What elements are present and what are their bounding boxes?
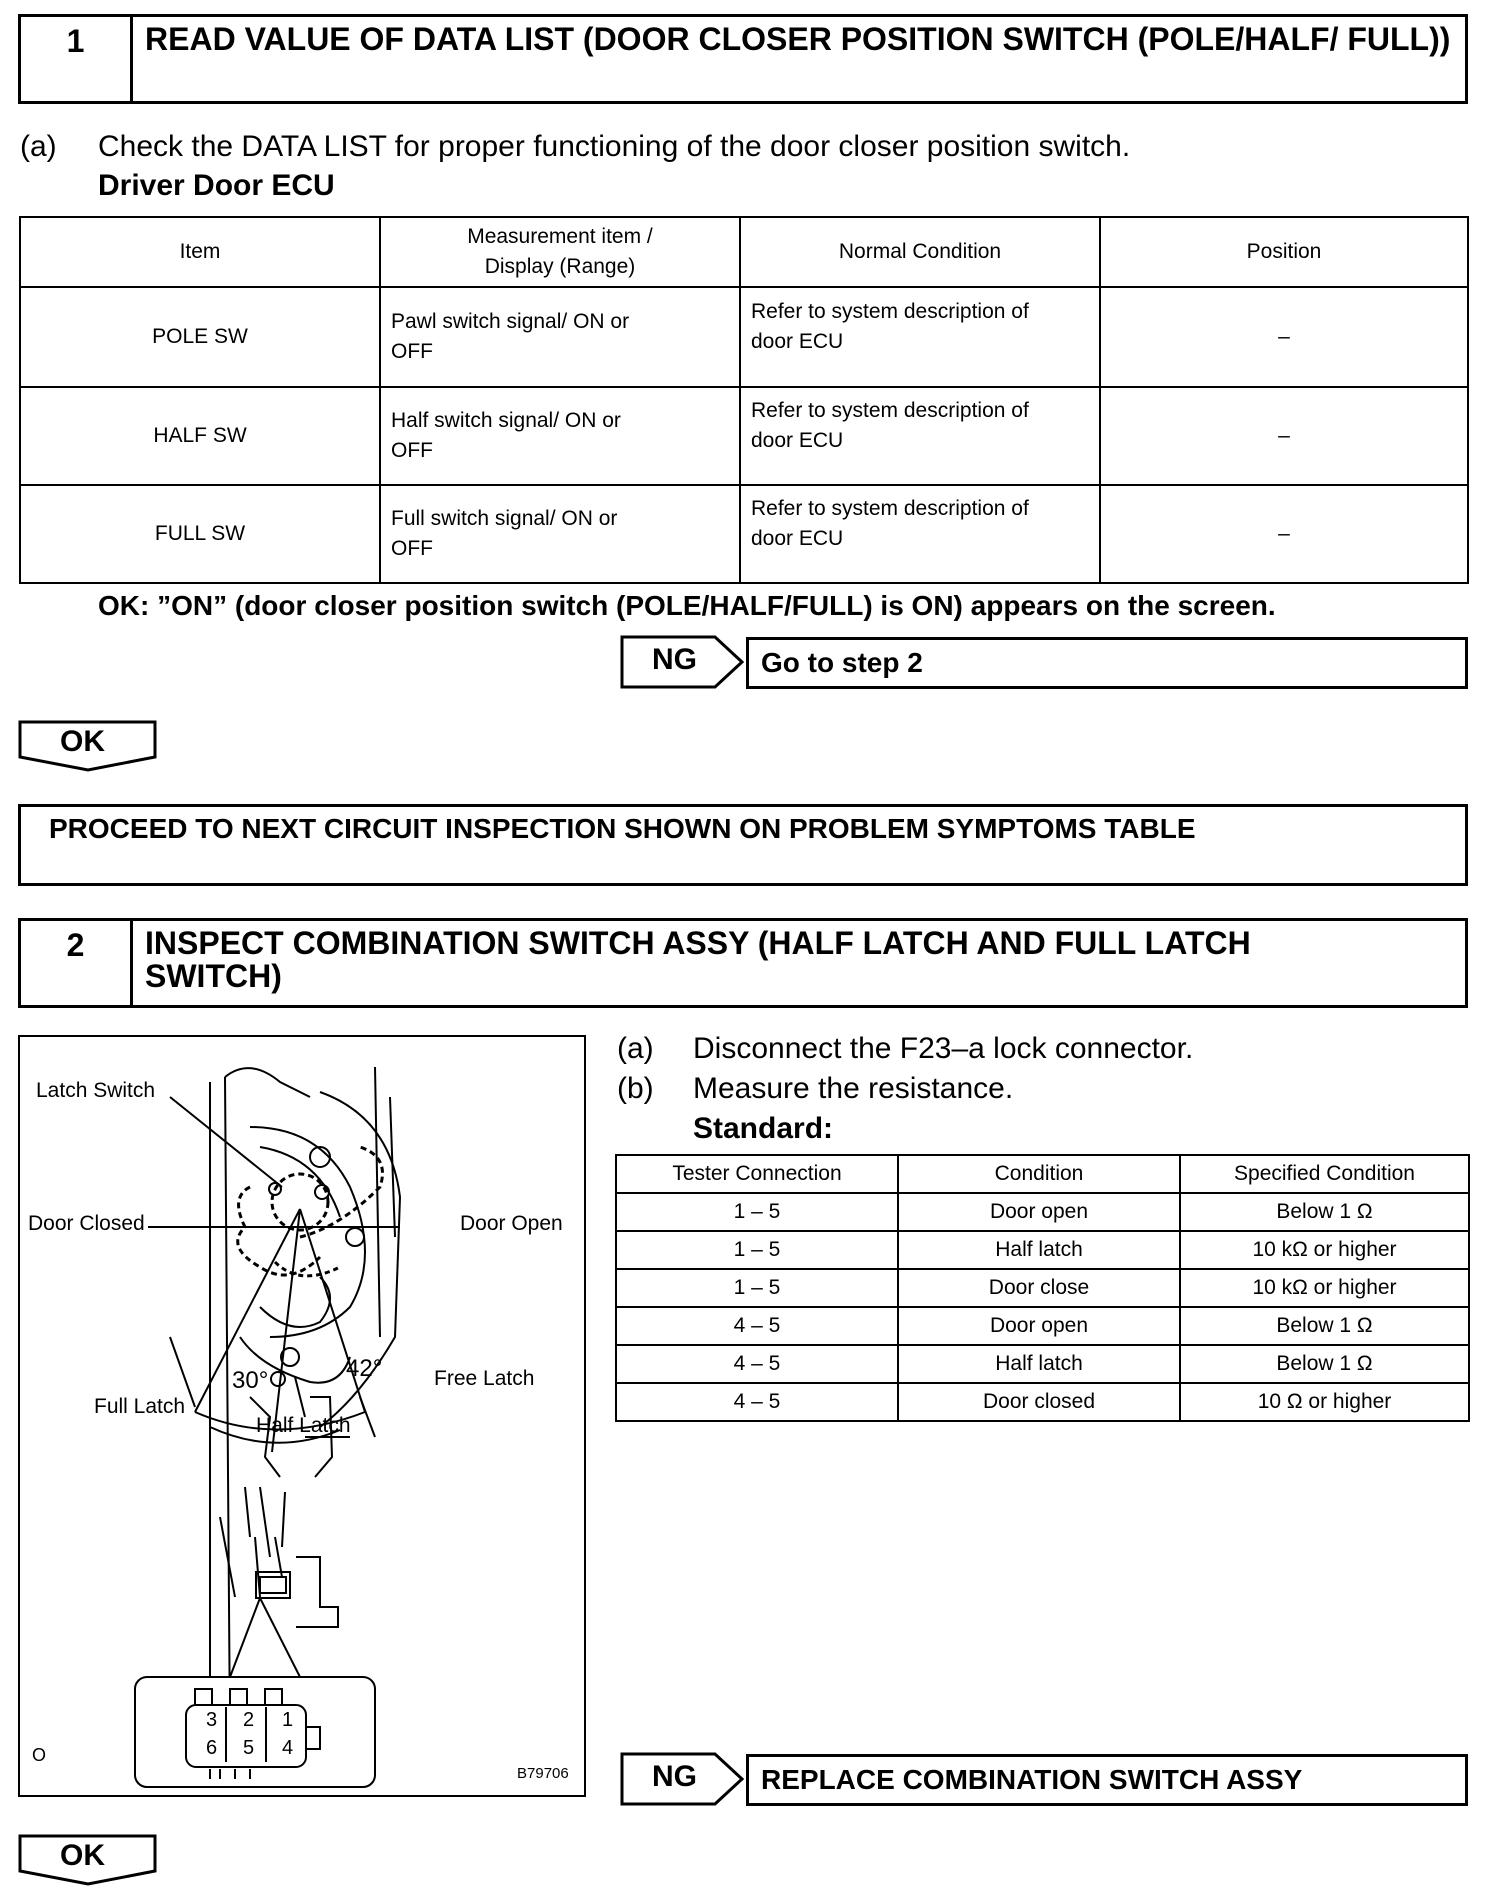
label-angle-42: 42° [346, 1355, 383, 1382]
cell-item: POLE SW [20, 287, 380, 387]
cell-tester: 1 – 5 [616, 1269, 898, 1307]
cell-tester: 4 – 5 [616, 1383, 898, 1421]
step1-header [18, 14, 1468, 104]
cell-specified: 10 kΩ or higher [1180, 1231, 1469, 1269]
ng-label: NG [652, 1760, 697, 1793]
cell-measurement: Pawl switch signal/ ON or OFF [380, 287, 740, 387]
pin-label: 1 [282, 1709, 294, 1731]
ng-action: Go to step 2 [761, 647, 923, 678]
cell-condition: Door close [898, 1269, 1180, 1307]
header-item: Item [20, 217, 380, 287]
standard-label: Standard: [693, 1112, 834, 1145]
cell-item: FULL SW [20, 485, 380, 583]
header-condition: Condition [898, 1155, 1180, 1193]
ok-label: OK [60, 1839, 105, 1872]
table-row [616, 1231, 1469, 1269]
table-row [616, 1383, 1469, 1421]
step2-instruction: Disconnect the F23–a lock connector. [693, 1032, 1194, 1065]
cell-position: – [1100, 387, 1468, 485]
cell-tester: 1 – 5 [616, 1231, 898, 1269]
proceed-box [18, 804, 1468, 886]
label-door-open: Door Open [460, 1212, 563, 1235]
step1-number: 1 [21, 17, 133, 101]
ng-action-box[interactable] [746, 637, 1468, 689]
step1-instruction: Check the DATA LIST for proper functioning of the door closer position switch. [98, 130, 1131, 163]
ok-condition: OK: ”ON” (door closer position switch (POLE/HALF/FULL) is ON) appears on the screen. [98, 590, 1276, 621]
pin-label: 5 [243, 1737, 255, 1759]
table-row [616, 1193, 1469, 1231]
step1-instruction-marker: (a) [20, 130, 57, 163]
standard-table [615, 1154, 1470, 1422]
cell-item: HALF SW [20, 387, 380, 485]
cell-specified: 10 kΩ or higher [1180, 1269, 1469, 1307]
cell-measurement: Half switch signal/ ON or OFF [380, 387, 740, 485]
table-header-row [20, 217, 1468, 287]
cell-position: – [1100, 287, 1468, 387]
header-normal: Normal Condition [740, 217, 1100, 287]
table-row [20, 287, 1468, 387]
latch-figure [18, 1035, 586, 1797]
header-specified: Specified Condition [1180, 1155, 1469, 1193]
pin-label: 4 [282, 1737, 294, 1759]
step2-instruction: Measure the resistance. [693, 1072, 1014, 1105]
cell-tester: 1 – 5 [616, 1193, 898, 1231]
cell-condition: Half latch [898, 1345, 1180, 1383]
cell-specified: 10 Ω or higher [1180, 1383, 1469, 1421]
pin-label: 6 [206, 1737, 218, 1759]
header-tester: Tester Connection [616, 1155, 898, 1193]
cell-specified: Below 1 Ω [1180, 1193, 1469, 1231]
label-angle-30: 30° [232, 1367, 269, 1394]
table-row [20, 485, 1468, 583]
cell-condition: Door closed [898, 1383, 1180, 1421]
ng-action: REPLACE COMBINATION SWITCH ASSY [761, 1764, 1303, 1795]
cell-tester: 4 – 5 [616, 1307, 898, 1345]
cell-condition: Half latch [898, 1231, 1180, 1269]
corner-mark: O [32, 1745, 47, 1765]
label-free-latch: Free Latch [434, 1367, 535, 1390]
header-position: Position [1100, 217, 1468, 287]
table-row [616, 1345, 1469, 1383]
step2-header [18, 918, 1468, 1008]
label-full-latch: Full Latch [94, 1395, 186, 1418]
cell-specified: Below 1 Ω [1180, 1345, 1469, 1383]
cell-specified: Below 1 Ω [1180, 1307, 1469, 1345]
label-latch-switch: Latch Switch [36, 1079, 156, 1102]
table-header-row [616, 1155, 1469, 1193]
step1-subtitle: Driver Door ECU [98, 169, 335, 202]
ok-label: OK [60, 725, 105, 758]
header-measurement: Measurement item / Display (Range) [380, 217, 740, 287]
step2-number: 2 [21, 921, 133, 1005]
ng-label: NG [652, 643, 697, 676]
label-half-latch: Half Latch [256, 1414, 351, 1437]
cell-normal: Refer to system description of door ECU [740, 387, 1100, 485]
step2-instruction-marker: (b) [617, 1072, 654, 1105]
step1-title: READ VALUE OF DATA LIST (DOOR CLOSER POSITION SWITCH (POLE/HALF/ FULL)) [145, 21, 1451, 57]
cell-measurement: Full switch signal/ ON or OFF [380, 485, 740, 583]
ng-action-box[interactable] [746, 1754, 1468, 1806]
figure-code: B79706 [517, 1765, 569, 1782]
table-row [616, 1307, 1469, 1345]
step2-instruction-marker: (a) [617, 1032, 654, 1065]
step2-title: INSPECT COMBINATION SWITCH ASSY (HALF LATCH AND FULL LATCH SWITCH) [145, 925, 1251, 994]
cell-normal: Refer to system description of door ECU [740, 485, 1100, 583]
cell-condition: Door open [898, 1307, 1180, 1345]
data-list-table [19, 216, 1469, 584]
cell-condition: Door open [898, 1193, 1180, 1231]
proceed-text: PROCEED TO NEXT CIRCUIT INSPECTION SHOWN ON PROBLEM SYMPTOMS TABLE [49, 813, 1196, 844]
cell-position: – [1100, 485, 1468, 583]
cell-tester: 4 – 5 [616, 1345, 898, 1383]
cell-normal: Refer to system description of door ECU [740, 287, 1100, 387]
pin-label: 2 [243, 1709, 255, 1731]
pin-label: 3 [206, 1709, 218, 1731]
table-row [20, 387, 1468, 485]
label-door-closed: Door Closed [28, 1212, 145, 1235]
table-row [616, 1269, 1469, 1307]
